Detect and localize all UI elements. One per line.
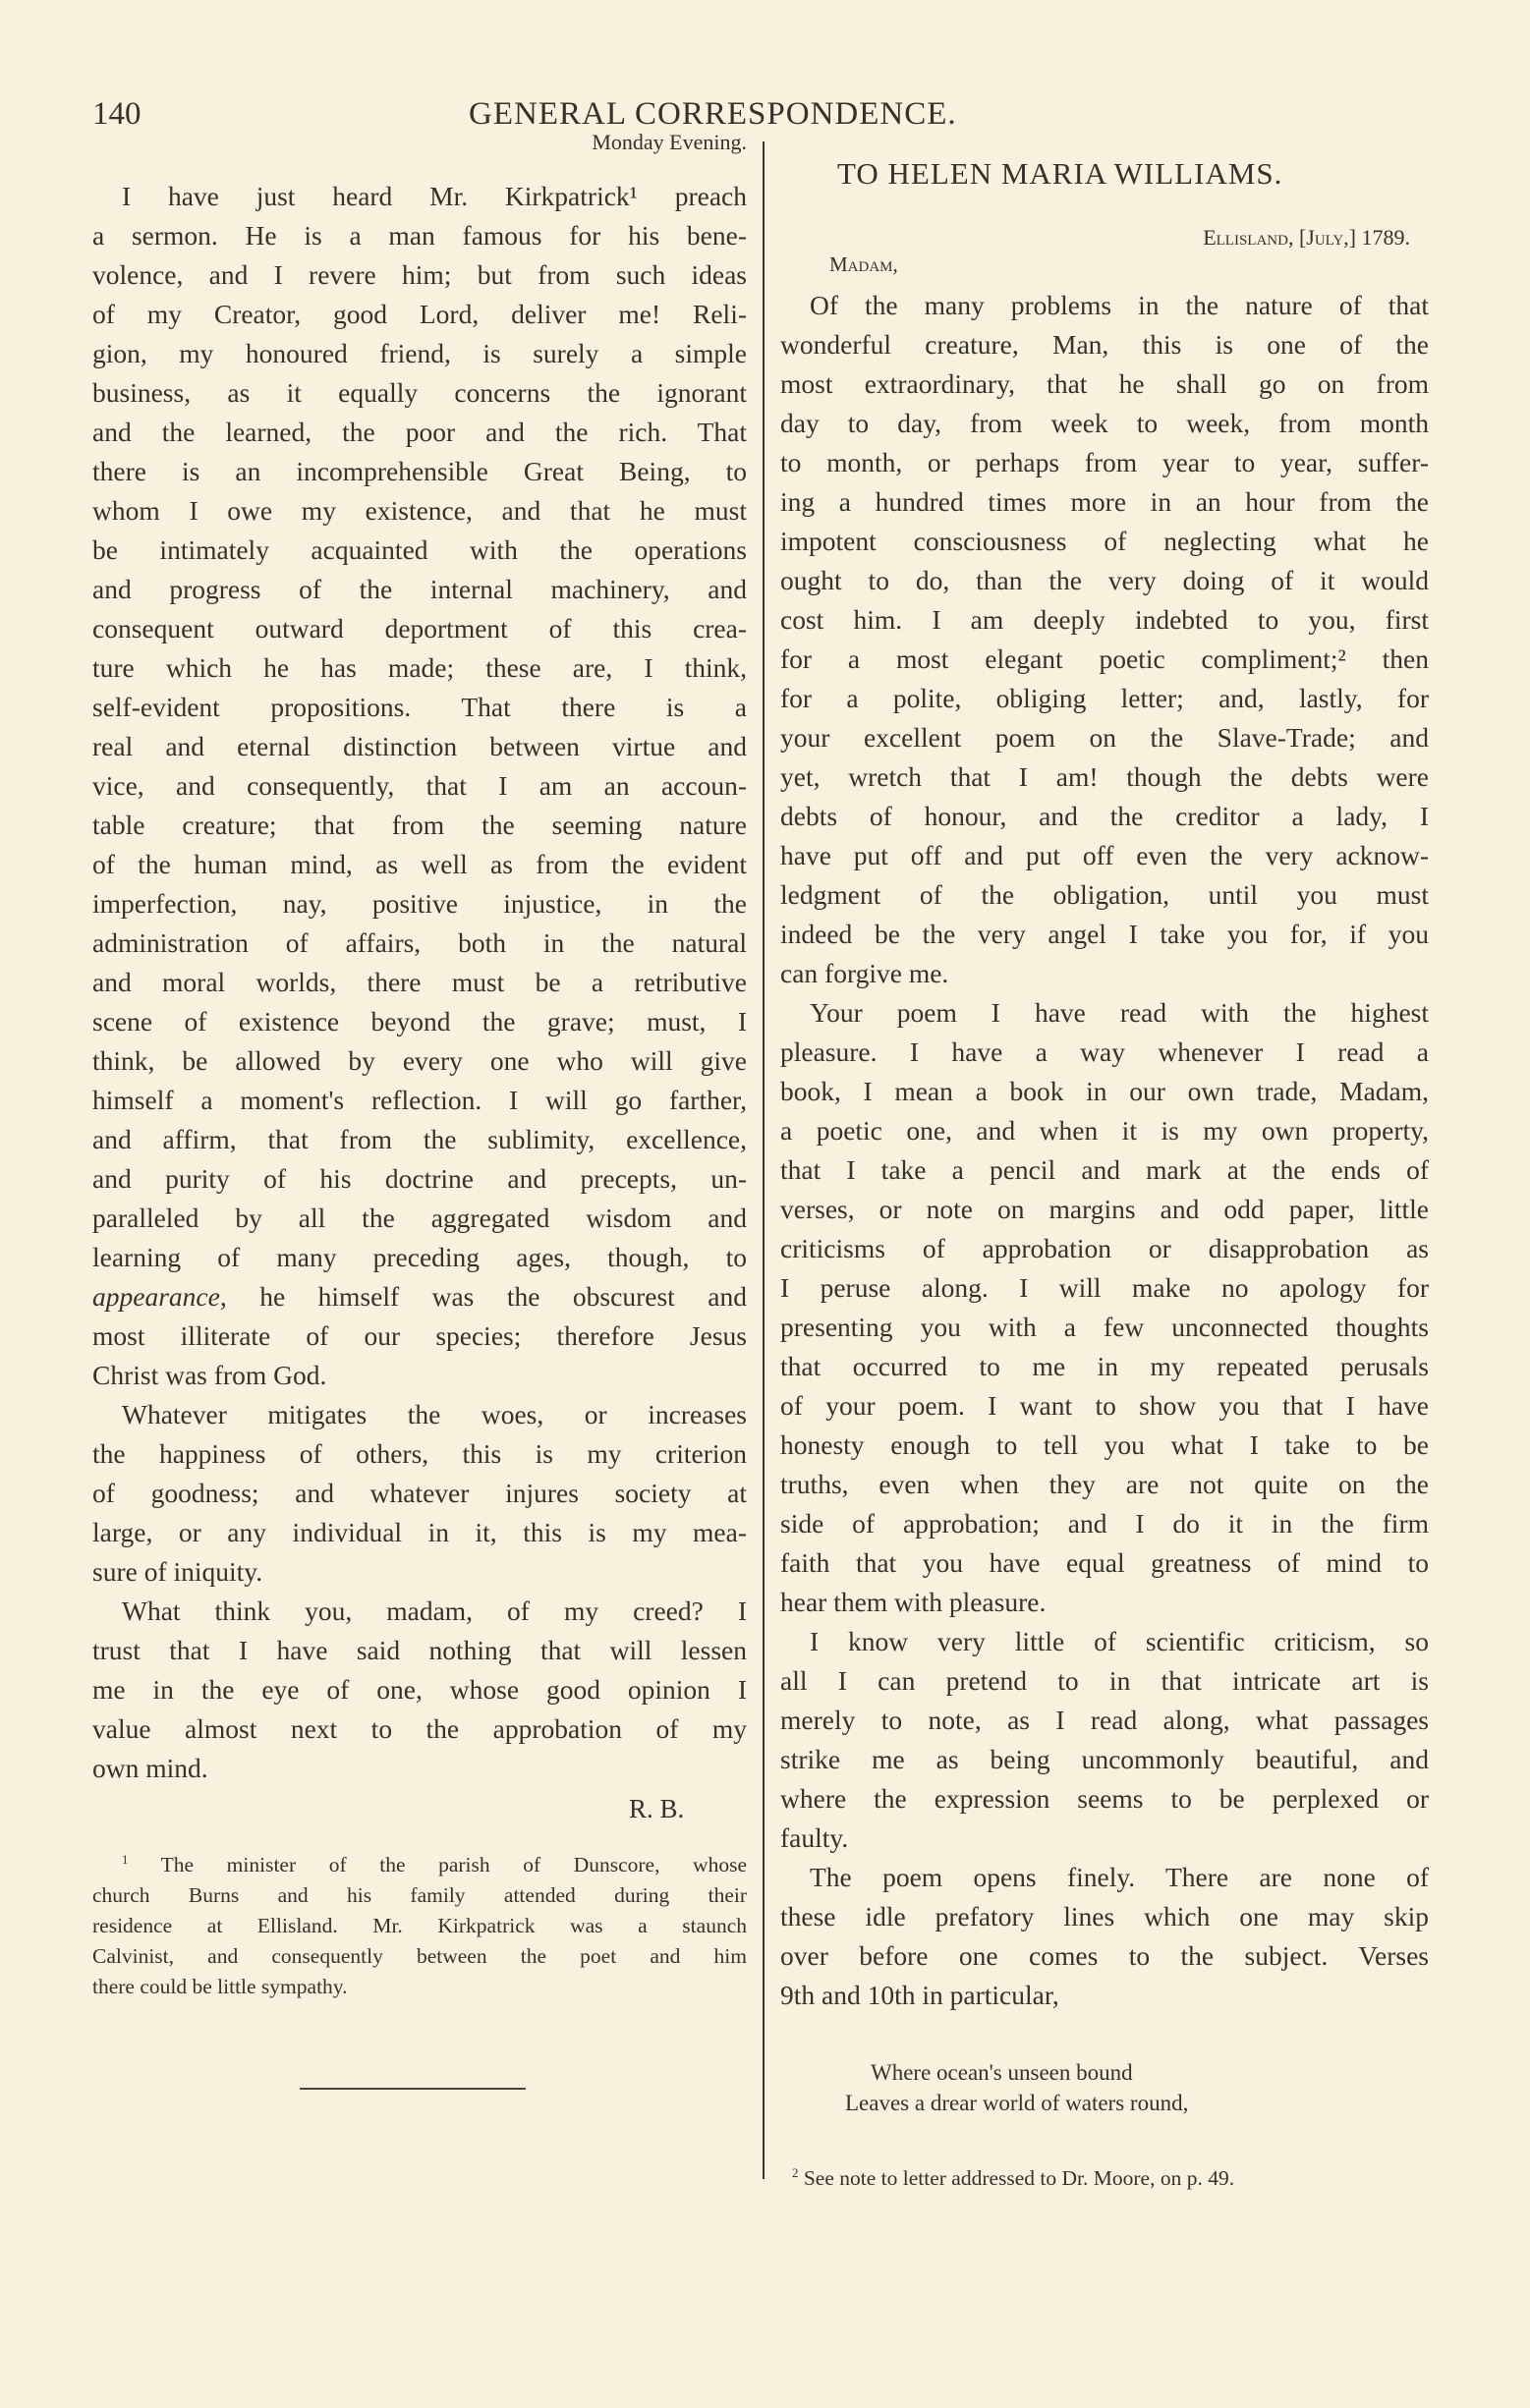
- footnote-marker: 2: [792, 2166, 799, 2180]
- right-column-body: [780, 286, 1429, 2015]
- footnote-text: The minister of the parish of Dunscore, whose: [160, 1853, 747, 1877]
- letter-dateline: Ellisland, [July,] 1789.: [1203, 225, 1410, 250]
- text-line: be intimately acquainted with the operations: [92, 534, 747, 565]
- footnote-marker: 1: [122, 1853, 129, 1867]
- text-line: of goodness; and whatever injures society at: [92, 1478, 747, 1508]
- text-line: and purity of his doctrine and precepts, un-: [92, 1163, 747, 1194]
- letter-title: TO HELEN MARIA WILLIAMS.: [837, 156, 1283, 191]
- text-line: pleasure. I have a way whenever I read a: [780, 1036, 1429, 1067]
- text-line: indeed be the very angel I take you for, if you: [780, 919, 1429, 949]
- running-head: GENERAL CORRESPONDENCE.: [469, 96, 957, 132]
- text-line: self-evident propositions. That there is a: [92, 692, 747, 722]
- text-line: all I can pretend to in that intricate art is: [780, 1665, 1429, 1696]
- text-line: for a polite, obliging letter; and, lastly, for: [780, 683, 1429, 713]
- footnote-line: there could be little sympathy.: [92, 1975, 348, 1999]
- text-line: volence, and I revere him; but from such ideas: [92, 259, 747, 290]
- text-line: where the expression seems to be perplexed or: [780, 1783, 1429, 1814]
- text-line: real and eternal distinction between virtue and: [92, 731, 747, 761]
- text-line: learning of many preceding ages, though, to: [92, 1242, 747, 1272]
- text-line: a poetic one, and when it is my own property,: [780, 1115, 1429, 1146]
- text-line: and progress of the internal machinery, and: [92, 574, 747, 604]
- text-line: the happiness of others, this is my criterion: [92, 1438, 747, 1469]
- text-line: day to day, from week to week, from month: [780, 408, 1429, 438]
- text-line: faith that you have equal greatness of mind to: [780, 1547, 1429, 1578]
- text-line: strike me as being uncommonly beautiful, and: [780, 1744, 1429, 1774]
- text-line: appearance, he himself was the obscurest and: [92, 1281, 747, 1312]
- text-line: administration of affairs, both in the natural: [92, 927, 747, 958]
- text-line: wonderful creature, Man, this is one of the: [780, 329, 1429, 360]
- text-line: ledgment of the obligation, until you must: [780, 879, 1429, 910]
- text-line: own mind.: [92, 1753, 208, 1783]
- text-line: truths, even when they are not quite on the: [780, 1469, 1429, 1499]
- text-line: criticisms of approbation or disapprobation as: [780, 1233, 1429, 1263]
- text-line: book, I mean a book in our own trade, Madam,: [780, 1076, 1429, 1106]
- text-line: consequent outward deportment of this crea-: [92, 613, 747, 644]
- poem-line: Leaves a drear world of waters round,: [845, 2091, 1189, 2115]
- text-line: yet, wretch that I am! though the debts were: [780, 761, 1429, 792]
- text-line: faulty.: [780, 1822, 849, 1853]
- section-rule: [300, 2088, 526, 2090]
- text-line: there is an incomprehensible Great Being, to: [92, 456, 747, 486]
- text-line: debts of honour, and the creditor a lady, I: [780, 801, 1429, 831]
- text-line: to month, or perhaps from year to year, suffer-: [780, 447, 1429, 477]
- text-line: presenting you with a few unconnected thoughts: [780, 1312, 1429, 1342]
- left-column-body: [92, 177, 747, 1788]
- text-line: of my Creator, good Lord, deliver me! Reli-: [92, 299, 747, 329]
- text-line: ture which he has made; these are, I think,: [92, 652, 747, 683]
- text-line: your excellent poem on the Slave-Trade; and: [780, 722, 1429, 753]
- text-line: and affirm, that from the sublimity, excellence,: [92, 1124, 747, 1154]
- text-line: honesty enough to tell you what I take to be: [780, 1429, 1429, 1460]
- footnote-text: See note to letter addressed to Dr. Moore, on p. 49.: [803, 2166, 1235, 2191]
- text-line: for a most elegant poetic compliment;² then: [780, 644, 1429, 674]
- text-line: value almost next to the approbation of my: [92, 1713, 747, 1744]
- text-line: me in the eye of one, whose good opinion I: [92, 1674, 747, 1705]
- text-line: that occurred to me in my repeated perusals: [780, 1351, 1429, 1381]
- text-line: scene of existence beyond the grave; must, I: [92, 1006, 747, 1036]
- text-line: cost him. I am deeply indebted to you, first: [780, 604, 1429, 635]
- text-line: imperfection, nay, positive injustice, in the: [92, 888, 747, 919]
- text-line: can forgive me.: [780, 958, 949, 988]
- poem-line: Where ocean's unseen bound: [871, 2060, 1133, 2085]
- text-line: these idle prefatory lines which one may skip: [780, 1901, 1429, 1932]
- text-line: of the human mind, as well as from the evident: [92, 849, 747, 879]
- text-line: vice, and consequently, that I am an accoun-: [92, 770, 747, 801]
- salutation: Madam,: [829, 252, 898, 276]
- text-line: table creature; that from the seeming nature: [92, 810, 747, 840]
- text-line: ing a hundred times more in an hour from the: [780, 486, 1429, 517]
- text-line: I have just heard Mr. Kirkpatrick¹ preach: [122, 181, 747, 211]
- text-line: 9th and 10th in particular,: [780, 1980, 1059, 2010]
- footnote-line: [92, 1845, 747, 1880]
- text-line: and moral worlds, there must be a retributive: [92, 967, 747, 997]
- text-line: trust that I have said nothing that will lessen: [92, 1635, 747, 1665]
- text-line: whom I owe my existence, and that he must: [92, 495, 747, 526]
- text-line: of your poem. I want to show you that I have: [780, 1390, 1429, 1421]
- column-divider: [763, 141, 765, 2179]
- text-line: most illiterate of our species; therefore Jesus: [92, 1320, 747, 1351]
- text-line: and the learned, the poor and the rich. That: [92, 417, 747, 447]
- text-line: The poem opens finely. There are none of: [810, 1862, 1429, 1892]
- poem-quote: [845, 2057, 1188, 2118]
- text-line: most extraordinary, that he shall go on from: [780, 368, 1429, 399]
- text-line: ought to do, than the very doing of it would: [780, 565, 1429, 595]
- text-line: paralleled by all the aggregated wisdom and: [92, 1203, 747, 1233]
- text-line: I know very little of scientific criticism, so: [810, 1626, 1429, 1656]
- text-line: hear them with pleasure.: [780, 1587, 1047, 1617]
- text-line: verses, or note on margins and odd paper, little: [780, 1194, 1429, 1224]
- footnote-1: [92, 1845, 747, 2002]
- text-line: large, or any individual in it, this is my mea-: [92, 1517, 747, 1547]
- footnote-line: residence at Ellisland. Mr. Kirkpatrick was a staunch: [92, 1914, 747, 1938]
- text-line: side of approbation; and I do it in the firm: [780, 1508, 1429, 1539]
- signature: R. B.: [629, 1794, 685, 1823]
- text-line: gion, my honoured friend, is surely a simple: [92, 338, 747, 368]
- text-line: What think you, madam, of my creed? I: [122, 1596, 747, 1626]
- text-line: that I take a pencil and mark at the ends of: [780, 1154, 1429, 1185]
- text-line: think, be allowed by every one who will give: [92, 1045, 747, 1076]
- footnote-line: church Burns and his family attended during their: [92, 1883, 747, 1908]
- text-line: himself a moment's reflection. I will go farther,: [92, 1085, 747, 1115]
- text-line: a sermon. He is a man famous for his bene-: [92, 220, 747, 251]
- page-number: 140: [92, 96, 142, 132]
- text-line: Whatever mitigates the woes, or increases: [122, 1399, 747, 1429]
- footnote-2: [792, 2158, 1234, 2194]
- text-line: Christ was from God.: [92, 1360, 327, 1390]
- text-line: sure of iniquity.: [92, 1556, 263, 1587]
- text-line: merely to note, as I read along, what passages: [780, 1705, 1429, 1735]
- text-line: Your poem I have read with the highest: [810, 997, 1429, 1028]
- text-line: Of the many problems in the nature of that: [810, 290, 1429, 320]
- text-line: over before one comes to the subject. Verses: [780, 1940, 1429, 1971]
- text-line: impotent consciousness of neglecting what he: [780, 526, 1429, 556]
- footnote-line: Calvinist, and consequently between the poet and him: [92, 1944, 747, 1969]
- text-line: I peruse along. I will make no apology for: [780, 1272, 1429, 1303]
- text-line: have put off and put off even the very acknow-: [780, 840, 1429, 870]
- text-line: business, as it equally concerns the ignorant: [92, 377, 747, 408]
- letter-dateline: Monday Evening.: [592, 130, 747, 154]
